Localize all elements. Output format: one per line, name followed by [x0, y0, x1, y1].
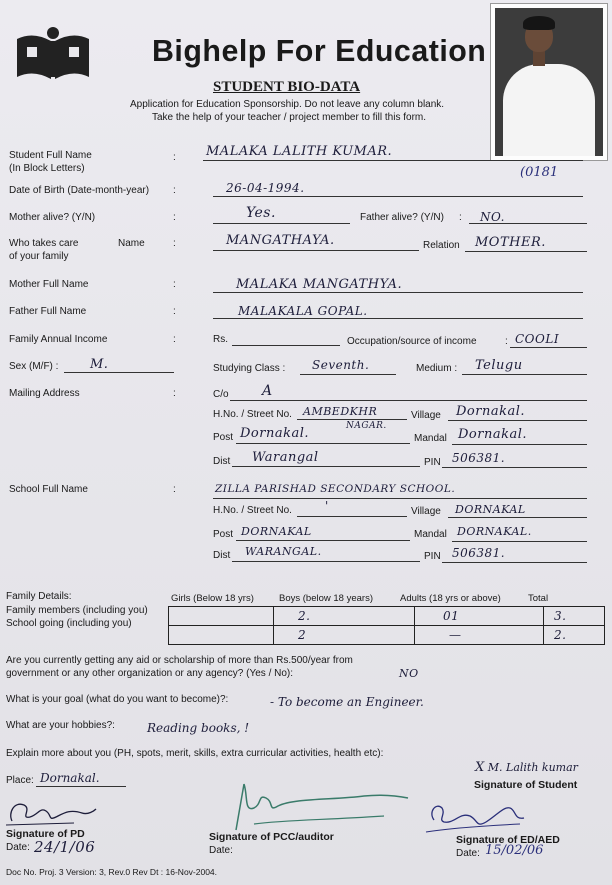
student-signature-label: Signature of Student [474, 779, 578, 791]
table-cell [169, 626, 274, 645]
class-value: Seventh. [312, 358, 370, 372]
colon: : [173, 388, 176, 399]
hno-label: H.No. / Street No. [213, 409, 292, 420]
table-row [169, 607, 605, 626]
pcc-signature-label: Signature of PCC/auditor [209, 831, 334, 843]
school-mandal-line [452, 541, 587, 542]
income-label: Family Annual Income [9, 334, 108, 345]
school-village-label: Village [411, 506, 441, 517]
relation-value: MOTHER. [475, 235, 546, 250]
dist-value: Warangal [252, 450, 319, 465]
ed-date: 15/02/06 [485, 843, 544, 858]
table-cell: — [415, 626, 544, 645]
caretaker-name-value: MANGATHAYA. [226, 233, 335, 248]
header-girls: Girls (Below 18 yrs) [171, 593, 254, 604]
mother-name-line [213, 292, 583, 293]
father-alive-value: NO. [480, 210, 505, 224]
co-line [230, 400, 587, 401]
org-title: Bighelp For Education [152, 33, 487, 68]
co-label: C/o [213, 389, 229, 400]
school-hno-line [297, 516, 407, 517]
mandal-value: Dornakal. [458, 427, 528, 442]
school-name-line [213, 498, 587, 499]
aid-question-1: Are you currently getting any aid or scholarship of more than Rs.500/year from [6, 655, 353, 666]
class-line [300, 374, 396, 375]
medium-label: Medium : [416, 363, 458, 374]
header-total: Total [528, 593, 549, 604]
occupation-value: COOLI [515, 332, 560, 346]
mother-alive-line [213, 223, 350, 224]
table-cell: 3. [544, 607, 605, 626]
school-pin-value: 506381. [452, 546, 506, 560]
income-line [232, 345, 340, 346]
student-name-line [203, 160, 583, 161]
pd-date-label: Date: [6, 842, 30, 853]
school-going-label: School going (including you) [6, 618, 132, 629]
table-cell: 2. [544, 626, 605, 645]
medium-value: Telugu [475, 358, 523, 373]
sex-value: M. [90, 357, 109, 372]
mandal-label: Mandal [414, 433, 447, 444]
header-adults: Adults (18 yrs or above) [400, 593, 501, 604]
pin-label: PIN [424, 457, 441, 468]
class-label: Studying Class : [213, 363, 286, 374]
bighelp-logo [13, 25, 93, 83]
student-signature-mark: X [475, 760, 485, 775]
sex-line [64, 372, 174, 373]
hobbies-answer: Reading books, ! [147, 721, 250, 735]
father-alive-label: Father alive? (Y/N) [360, 212, 444, 223]
family-table [168, 606, 605, 645]
colon: : [173, 152, 176, 163]
hno-value: AMBEDKHR [303, 405, 378, 418]
father-alive-line [469, 223, 587, 224]
mother-alive-value: Yes. [246, 205, 276, 221]
student-name-value: MALAKA LALITH KUMAR. [206, 144, 393, 159]
student-name-sublabel: (In Block Letters) [9, 163, 85, 174]
family-members-label: Family members (including you) [6, 605, 148, 616]
relation-label: Relation [423, 240, 460, 251]
mailing-address-label: Mailing Address [9, 388, 80, 399]
dob-line [213, 196, 583, 197]
colon: : [173, 185, 176, 196]
aid-question-2: government or any other organization or any agency? (Yes / No): [6, 668, 294, 679]
instruction-line-2: Take the help of your teacher / project member to fill this form. [152, 112, 427, 123]
student-name-label: Student Full Name [9, 150, 92, 161]
colon: : [173, 484, 176, 495]
hno-value-2: NAGAR. [346, 421, 387, 431]
post-label: Post [213, 432, 234, 443]
table-cell: 01 [415, 607, 544, 626]
father-name-label: Father Full Name [9, 306, 87, 317]
table-cell: 2. [274, 607, 415, 626]
ed-date-label: Date: [456, 848, 480, 859]
school-name-label: School Full Name [9, 484, 88, 495]
sex-label: Sex (M/F) : [9, 361, 59, 372]
dob-value: 26-04-1994. [226, 181, 305, 195]
mandal-line [452, 444, 587, 445]
school-village-line [448, 517, 587, 518]
hobbies-question: What are your hobbies?: [6, 720, 115, 731]
pcc-date-label: Date: [209, 845, 233, 856]
ed-signature [420, 798, 540, 838]
goal-answer: - To become an Engineer. [270, 695, 424, 709]
school-mandal-value: DORNAKAL. [457, 525, 532, 538]
dist-label: Dist [213, 456, 231, 467]
goal-question: What is your goal (what do you want to become)?: [6, 694, 229, 705]
colon: : [173, 238, 176, 249]
place-line [36, 786, 126, 787]
school-hno-value: ' [325, 499, 329, 513]
school-name-value: ZILLA PARISHAD SECONDARY SCHOOL. [215, 483, 456, 495]
aid-answer: NO [399, 667, 419, 680]
colon: : [459, 212, 462, 223]
pd-signature [4, 795, 99, 829]
colon: : [173, 334, 176, 345]
pin-value: 506381. [452, 451, 506, 465]
pcc-signature [214, 776, 414, 832]
school-pin-line [442, 562, 587, 563]
family-details-label: Family Details: [6, 591, 72, 602]
father-name-line [213, 318, 583, 319]
form-title: STUDENT BIO-DATA [213, 79, 361, 95]
colon: : [173, 279, 176, 290]
post-value: Dornakal. [240, 426, 310, 441]
mother-name-value: MALAKA MANGATHYA. [236, 277, 403, 292]
mother-alive-label: Mother alive? (Y/N) [9, 212, 96, 223]
ed-signature-label: Signature of ED/AED [456, 834, 560, 846]
dob-label: Date of Birth (Date-month-year) [9, 185, 150, 196]
instruction-line-1: Application for Education Sponsorship. Do not leave any column blank. [130, 99, 445, 110]
place-value: Dornakal. [40, 771, 100, 785]
school-village-value: DORNAKAL [455, 503, 526, 516]
table-cell [169, 607, 274, 626]
mother-name-label: Mother Full Name [9, 279, 89, 290]
occupation-line [510, 347, 587, 348]
caretaker-sublabel: of your family [9, 251, 69, 262]
colon: : [173, 306, 176, 317]
caretaker-name-label: Name [118, 238, 145, 249]
school-dist-label: Dist [213, 550, 231, 561]
student-photo [490, 3, 608, 161]
occupation-label: Occupation/source of income [347, 336, 477, 347]
colon: : [173, 212, 176, 223]
doc-number: Doc No. Proj. 3 Version: 3, Rev.0 Rev Dt : 16-Nov-2004. [6, 867, 218, 877]
place-label: Place: [6, 775, 34, 786]
school-post-label: Post [213, 529, 234, 540]
caretaker-name-line [213, 250, 419, 251]
school-mandal-label: Mandal [414, 529, 447, 540]
father-name-value: MALAKALA GOPAL. [238, 304, 368, 318]
school-post-line [236, 540, 410, 541]
post-line [236, 443, 410, 444]
medium-line [462, 374, 587, 375]
school-dist-value: WARANGAL. [245, 545, 322, 558]
colon: : [505, 336, 508, 347]
dist-line [232, 466, 420, 467]
co-value: A [262, 383, 273, 399]
school-pin-label: PIN [424, 551, 441, 562]
table-cell: 2 [274, 626, 415, 645]
header-boys: Boys (below 18 years) [279, 593, 373, 604]
village-line [448, 420, 587, 421]
hno-line [297, 419, 407, 420]
pd-signature-label: Signature of PD [6, 828, 85, 840]
school-post-value: DORNAKAL [241, 525, 312, 538]
school-dist-line [232, 561, 420, 562]
explain-question: Explain more about you (PH, spots, merit, skills, extra curricular activities, health etc): [6, 748, 384, 759]
pd-date: 24/1/06 [34, 838, 96, 856]
caretaker-label: Who takes care [9, 238, 79, 249]
school-hno-label: H.No. / Street No. [213, 505, 292, 516]
village-value: Dornakal. [456, 404, 526, 419]
relation-line [465, 251, 587, 252]
student-signature [475, 760, 578, 775]
table-row [169, 626, 605, 645]
student-signature-name: M. Lalith kumar [487, 761, 578, 774]
village-label: Village [411, 410, 441, 421]
student-code: (0181 [520, 165, 559, 180]
rs-label: Rs. [213, 334, 228, 345]
pin-line [442, 467, 587, 468]
